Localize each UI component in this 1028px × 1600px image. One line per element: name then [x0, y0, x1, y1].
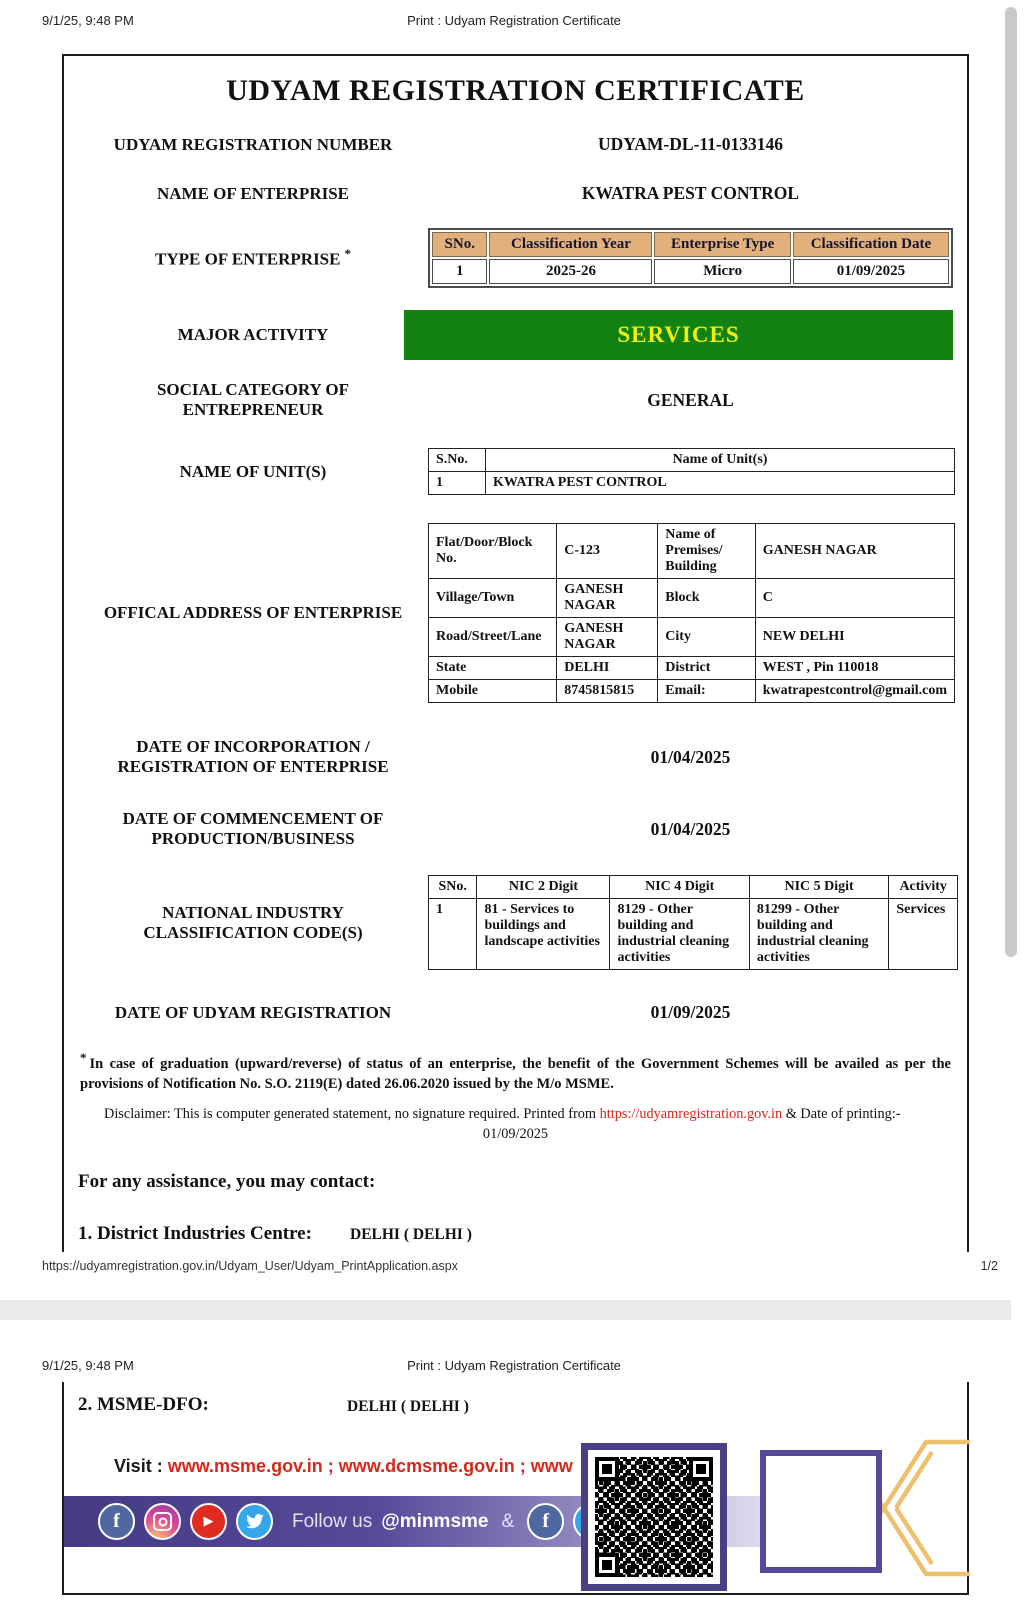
footnote: [78, 1049, 953, 1094]
address-cell: C: [755, 579, 954, 618]
classification-cell: 01/09/2025: [793, 259, 949, 284]
address-cell: City: [658, 618, 755, 657]
units-data-row: [429, 472, 955, 495]
address-table-row: [429, 618, 955, 657]
nic-cell: 8129 - Other building and industrial cleaning activities: [610, 899, 749, 970]
disclaimer: [78, 1104, 953, 1124]
address-cell: Village/Town: [429, 579, 557, 618]
units-label: NAME OF UNIT(S): [179, 461, 327, 481]
stamp-placeholder-box: [760, 1450, 882, 1573]
date-commencement-value: 01/04/2025: [650, 818, 731, 839]
address-cell: GANESH NAGAR: [755, 524, 954, 579]
minmsme-handle: @minmsme: [381, 1510, 489, 1532]
address-cell: C-123: [557, 524, 658, 579]
address-cell: WEST , Pin 110018: [755, 657, 954, 680]
classification-header-cell: Classification Year: [489, 232, 652, 257]
nic-header-cell: NIC 5 Digit: [749, 876, 888, 899]
page-separator: [0, 1300, 1028, 1320]
address-cell: GANESH NAGAR: [557, 618, 658, 657]
certificate-frame: [62, 54, 969, 1252]
address-table-row: [429, 657, 955, 680]
units-table: [428, 448, 955, 495]
nic-table: [428, 875, 958, 970]
address-cell: Email:: [658, 680, 755, 703]
assistance-heading: For any assistance, you may contact:: [78, 1171, 376, 1193]
classification-row: [432, 259, 949, 284]
address-cell: District: [658, 657, 755, 680]
classification-header-cell: SNo.: [432, 232, 487, 257]
address-row: [78, 523, 953, 703]
qr-finder-icon: [595, 1553, 619, 1577]
enterprise-type-label: TYPE OF ENTERPRISE *: [155, 246, 351, 269]
address-table-row: [429, 579, 955, 618]
address-cell: 8745815815: [557, 680, 658, 703]
facebook-icon: f: [527, 1503, 564, 1540]
contact-msme-label: 2. MSME-DFO:: [78, 1394, 209, 1415]
enterprise-name-label: NAME OF ENTERPRISE: [156, 183, 350, 203]
print-datetime: 9/1/25, 9:48 PM: [42, 13, 134, 28]
classification-table: [428, 228, 953, 288]
address-table-row: [429, 680, 955, 703]
date-commencement-row: [78, 809, 953, 849]
date-registration-value: 01/09/2025: [650, 1002, 731, 1022]
address-cell: Flat/Door/Block No.: [429, 524, 557, 579]
address-cell: State: [429, 657, 557, 680]
ampersand-text: &: [501, 1510, 515, 1532]
nic-header-cell: NIC 4 Digit: [610, 876, 749, 899]
units-cell: 1: [429, 472, 486, 495]
classification-table-wrap: [428, 228, 953, 288]
instagram-icon: [144, 1503, 181, 1540]
nic-cell: 1: [429, 899, 477, 970]
print-title: Print : Udyam Registration Certificate: [407, 13, 621, 28]
contact-msme-value: DELHI ( DELHI ): [347, 1398, 469, 1415]
qr-finder-icon: [689, 1457, 713, 1481]
certificate-frame-2: [62, 1382, 969, 1595]
units-row: [78, 448, 953, 495]
scrollbar-thumb[interactable]: [1005, 7, 1017, 957]
classification-header-cell: Classification Date: [793, 232, 949, 257]
contact-dic-label: 1. District Industries Centre:: [78, 1223, 312, 1245]
youtube-icon: ▶: [190, 1503, 227, 1540]
address-cell: Mobile: [429, 680, 557, 703]
address-label: OFFICAL ADDRESS OF ENTERPRISE: [103, 603, 403, 622]
enterprise-type-row: [78, 228, 953, 288]
classification-cell: Micro: [654, 259, 790, 284]
address-cell: NEW DELHI: [755, 618, 954, 657]
social-category-value: GENERAL: [647, 389, 734, 410]
address-cell: Name of Premises/ Building: [658, 524, 755, 579]
page-indicator: 1/2: [980, 1259, 998, 1273]
date-registration-row: [78, 1002, 953, 1023]
disclaimer-text: Disclaimer: This is computer generated statement, no signature required. Printed from: [104, 1106, 597, 1123]
hexagon-decoration: [870, 1428, 970, 1588]
print-page-2: [0, 1320, 1028, 1600]
nic-header-cell: SNo.: [429, 876, 477, 899]
address-cell: GANESH NAGAR: [557, 579, 658, 618]
address-cell: DELHI: [557, 657, 658, 680]
major-activity-row: [78, 310, 953, 360]
msme-websites-link[interactable]: www.msme.gov.in ; www.dcmsme.gov.in ; www: [167, 1456, 573, 1476]
units-cell: KWATRA PEST CONTROL: [486, 472, 955, 495]
nic-label: NATIONAL INDUSTRY CLASSIFICATION CODE(S): [143, 902, 363, 942]
twitter-icon: [236, 1503, 273, 1540]
contact-dic-row: [78, 1223, 953, 1245]
units-header-cell: S.No.: [429, 449, 486, 472]
nic-header-cell: NIC 2 Digit: [477, 876, 610, 899]
registration-number-label: UDYAM REGISTRATION NUMBER: [113, 134, 393, 154]
nic-cell: 81 - Services to buildings and landscape activities: [477, 899, 610, 970]
address-cell: Road/Street/Lane: [429, 618, 557, 657]
nic-header-cell: Activity: [889, 876, 958, 899]
contact-dic-value: DELHI ( DELHI ): [350, 1226, 472, 1244]
qr-code: [581, 1443, 727, 1591]
units-header-cell: Name of Unit(s): [486, 449, 955, 472]
print-header: [0, 13, 1028, 28]
social-category-row: [78, 380, 953, 420]
classification-header-cell: Enterprise Type: [654, 232, 790, 257]
certificate-title: UDYAM REGISTRATION CERTIFICATE: [226, 74, 805, 107]
facebook-icon: f: [98, 1503, 135, 1540]
major-activity-value: SERVICES: [404, 310, 953, 360]
classification-cell: 2025-26: [489, 259, 652, 284]
enterprise-name-value: KWATRA PEST CONTROL: [581, 183, 800, 203]
print-header-2: [0, 1358, 1028, 1373]
date-registration-label: DATE OF UDYAM REGISTRATION: [114, 1002, 392, 1022]
printing-date: 01/09/2025: [482, 1126, 549, 1143]
classification-cell: 1: [432, 259, 487, 284]
print-footer-url: https://udyamregistration.gov.in/Udyam_User/Udyam_PrintApplication.aspx: [42, 1259, 458, 1273]
address-table: [428, 523, 955, 703]
footnote-text: In case of graduation (upward/reverse) of status of an enterprise, the benefit of the Government Schemes will be availed as per the provisions of Notification No. S.O. 2119(E) dated 26.06.2020 issued by the M/o MSME.: [80, 1055, 951, 1093]
date-incorporation-label: DATE OF INCORPORATION / REGISTRATION OF ENTERPRISE: [117, 737, 389, 776]
print-title-2: Print : Udyam Registration Certificate: [407, 1358, 621, 1373]
nic-data-row: [429, 899, 958, 970]
date-commencement-label: DATE OF COMMENCEMENT OF PRODUCTION/BUSINESS: [122, 809, 384, 848]
address-cell: kwatrapestcontrol@gmail.com: [755, 680, 954, 703]
address-cell: Block: [658, 579, 755, 618]
qr-pattern: [595, 1457, 713, 1577]
enterprise-name-row: [78, 183, 953, 204]
disclaimer-suffix: & Date of printing:-: [785, 1106, 901, 1123]
major-activity-label: MAJOR ACTIVITY: [177, 325, 329, 344]
visit-label: Visit :: [114, 1456, 163, 1476]
nic-row: [78, 875, 953, 970]
social-category-label: SOCIAL CATEGORY OF ENTREPRENEUR: [156, 380, 350, 419]
date-incorporation-value: 01/04/2025: [650, 746, 731, 767]
footnote-marker: *: [80, 1050, 87, 1065]
address-table-row: [429, 524, 955, 579]
asterisk-mark: *: [344, 246, 351, 262]
udyam-registration-link[interactable]: https://udyamregistration.gov.in: [599, 1106, 783, 1123]
qr-finder-icon: [595, 1457, 619, 1481]
nic-cell: 81299 - Other building and industrial cleaning activities: [749, 899, 888, 970]
follow-us-text: Follow us: [292, 1510, 373, 1532]
registration-number-row: [78, 134, 953, 155]
date-incorporation-row: [78, 737, 953, 777]
nic-cell: Services: [889, 899, 958, 970]
print-datetime-2: 9/1/25, 9:48 PM: [42, 1358, 134, 1373]
registration-number-value: UDYAM-DL-11-0133146: [597, 134, 784, 154]
